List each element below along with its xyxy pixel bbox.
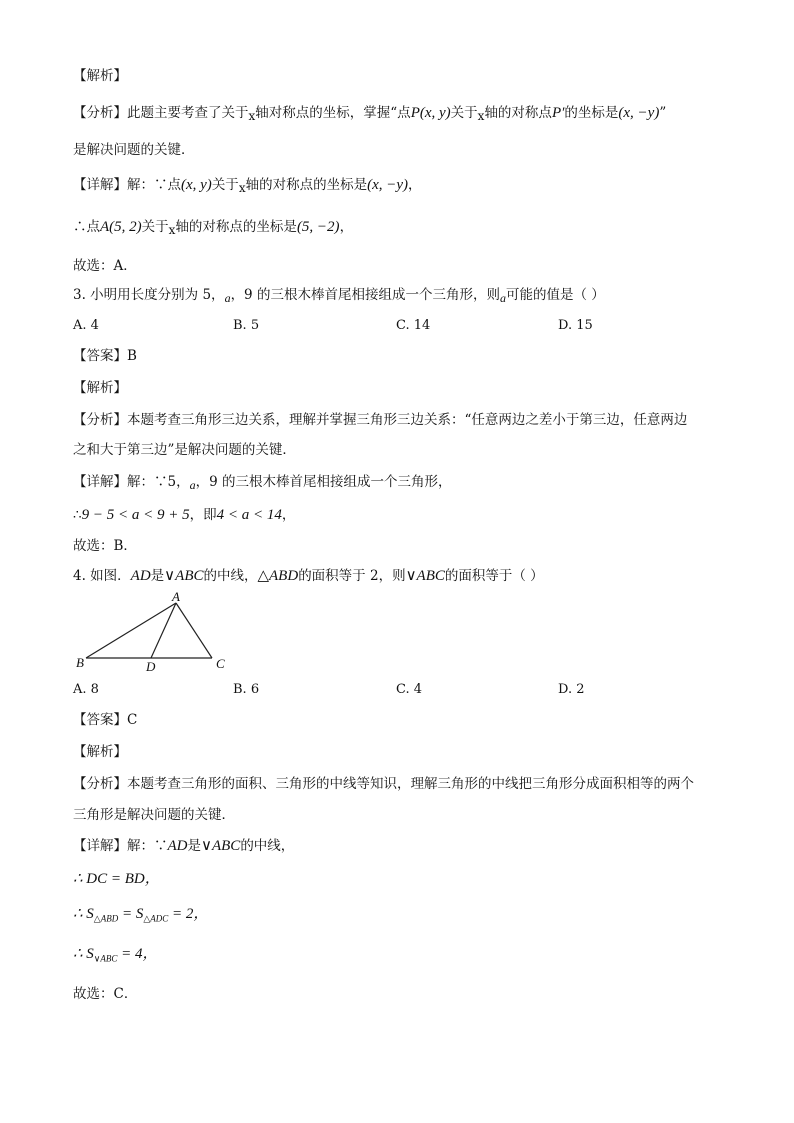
text: ，9 的三根木棒首尾相接组成一个三角形，	[195, 474, 452, 490]
var-a: a	[499, 291, 506, 305]
option-d: D. 2	[558, 682, 585, 697]
math-coord: (x, −y)	[367, 177, 409, 193]
text: 故选：B．	[73, 538, 137, 554]
question-4-analysis-2	[73, 805, 235, 825]
math-equation: ∴ DC = BD，	[73, 871, 160, 887]
math-subscript: △ADC	[143, 913, 169, 924]
var-x: x	[238, 181, 246, 195]
text: ，	[408, 177, 422, 193]
text: 是	[150, 568, 165, 584]
triangle-figure	[70, 588, 240, 678]
jiexi-tag: 【解析】	[73, 68, 127, 84]
text: 可能的值是（ ）	[505, 287, 605, 303]
question-4-step-2	[73, 869, 160, 889]
side-ab	[86, 603, 176, 658]
text: 本题考查三角形的面积、三角形的中线等知识，理解三角形的中线把三角形分成面积相等的两个	[127, 776, 694, 792]
question-3-analysis-2	[73, 440, 296, 460]
question-4-stem	[73, 566, 544, 586]
var-x: x	[248, 109, 256, 123]
option-b: B. 5	[233, 318, 260, 333]
question-4-detail-1	[73, 836, 294, 856]
option-b: B. 6	[233, 682, 260, 697]
math-p-prime: P′	[551, 105, 565, 121]
var-a: a	[189, 478, 196, 492]
math-subscript: ∨ABC	[93, 953, 118, 964]
text: 轴的对称点	[484, 105, 552, 121]
label-b: B	[76, 655, 84, 670]
var-x: x	[477, 109, 485, 123]
section-jiexi	[73, 66, 127, 86]
text: 的面积等于（ ）	[444, 568, 544, 584]
math-coord: (5, −2)	[296, 219, 340, 235]
text: 是	[187, 838, 201, 854]
text: 3. 小明用长度分别为 5，	[73, 287, 225, 303]
text: ，9 的三根木棒首尾相接组成一个三角形，则	[230, 287, 500, 303]
jiexi-tag: 【解析】	[73, 744, 127, 760]
answer-tag: 【答案】	[73, 348, 127, 364]
question-4-analysis-1	[73, 774, 694, 794]
text: 是解决问题的关键．	[73, 142, 195, 158]
analysis-tag: 【分析】	[73, 412, 127, 428]
label-d: D	[146, 659, 156, 674]
text: 4. 如图．	[73, 568, 131, 584]
answer-value: B	[127, 348, 137, 364]
question-4-step-4	[73, 944, 158, 969]
math-ad: AD	[130, 568, 151, 584]
answer-value: C	[127, 712, 138, 728]
text: 解：∵点	[127, 177, 181, 193]
question-4-choose	[73, 984, 137, 1004]
text: 关于	[141, 219, 169, 235]
math-s: = S	[118, 906, 144, 922]
text: 解：∵	[127, 838, 168, 854]
label-c: C	[216, 656, 225, 671]
text: 轴对称点的坐标，掌握“点	[255, 105, 411, 121]
question-3-stem	[73, 285, 605, 308]
analysis-line	[73, 103, 666, 126]
text: 轴的对称点的坐标是	[245, 177, 368, 193]
var-x: x	[168, 223, 176, 237]
text: 之和大于第三边”是解决问题的关键．	[73, 442, 296, 458]
question-3-choose	[73, 536, 137, 556]
math-inequality: 9 − 5 < a < 9 + 5	[81, 507, 190, 523]
question-3-detail-2	[73, 505, 295, 525]
math-triangle-abc: ∨ABC	[164, 568, 204, 584]
text: ∴点	[73, 219, 100, 235]
question-4-answer	[73, 710, 137, 730]
text: 的坐标是	[564, 105, 619, 121]
text: ，即	[189, 507, 217, 523]
text: ，	[339, 219, 354, 235]
math-value: = 2，	[168, 906, 209, 922]
option-c: C. 14	[396, 318, 431, 333]
math-inequality: 4 < a < 14	[216, 507, 282, 523]
text: 的中线，	[203, 568, 258, 584]
option-d: D. 15	[558, 318, 593, 333]
question-3-analysis-1	[73, 410, 687, 430]
math-subscript: △ABD	[93, 913, 119, 924]
jiexi-tag: 【解析】	[73, 380, 127, 396]
detail-line-1	[73, 175, 422, 198]
detail-line-2	[73, 217, 353, 240]
detail-tag: 【详解】	[73, 177, 127, 193]
option-c: C. 4	[396, 682, 423, 697]
question-3-detail-1	[73, 472, 451, 495]
math-s: ∴ S	[73, 946, 94, 962]
text: 关于	[211, 177, 239, 193]
question-4-step-3	[73, 904, 208, 929]
side-ac	[176, 603, 212, 658]
analysis-tag: 【分析】	[73, 776, 127, 792]
text: 关于	[450, 105, 478, 121]
text: ∴	[73, 507, 82, 523]
text: 本题考查三角形三边关系，理解并掌握三角形三边关系：“任意两边之差小于第三边，任意两边	[127, 412, 688, 428]
text: 轴的对称点的坐标是	[175, 219, 297, 235]
math-ad: AD	[167, 838, 188, 854]
choose-line	[73, 256, 137, 276]
math-value: = 4，	[117, 946, 158, 962]
math-point-a: A(5, 2)	[100, 219, 142, 235]
analysis-line-2	[73, 140, 195, 160]
math-s: ∴ S	[73, 906, 94, 922]
text: 解：∵5，	[127, 474, 190, 490]
text: 故选：A．	[73, 258, 137, 274]
math-point-p: P(x, y)	[410, 105, 451, 121]
answer-tag: 【答案】	[73, 712, 127, 728]
text: 此题主要考查了关于	[127, 105, 249, 121]
math-coord: (x, y)	[181, 177, 212, 193]
math-coord: (x, −y)	[618, 105, 660, 121]
analysis-tag: 【分析】	[73, 105, 127, 121]
option-a: A. 8	[73, 682, 99, 697]
text: 故选：C．	[73, 986, 138, 1002]
text: ”	[659, 105, 667, 121]
detail-tag: 【详解】	[73, 474, 127, 490]
text: 三角形是解决问题的关键．	[73, 807, 235, 823]
math-triangle-abd: △ABD	[257, 568, 299, 584]
question-3-answer	[73, 346, 137, 366]
math-triangle-abc: ∨ABC	[405, 568, 445, 584]
math-triangle-abc: ∨ABC	[201, 838, 241, 854]
var-a: a	[224, 291, 231, 305]
question-3-jiexi	[73, 378, 127, 398]
detail-tag: 【详解】	[73, 838, 127, 854]
option-a: A. 4	[73, 318, 99, 333]
question-4-jiexi	[73, 742, 127, 762]
text: 的中线，	[240, 838, 295, 854]
label-a: A	[172, 589, 180, 604]
text: ，	[281, 507, 296, 523]
text: 的面积等于 2，则	[298, 568, 406, 584]
